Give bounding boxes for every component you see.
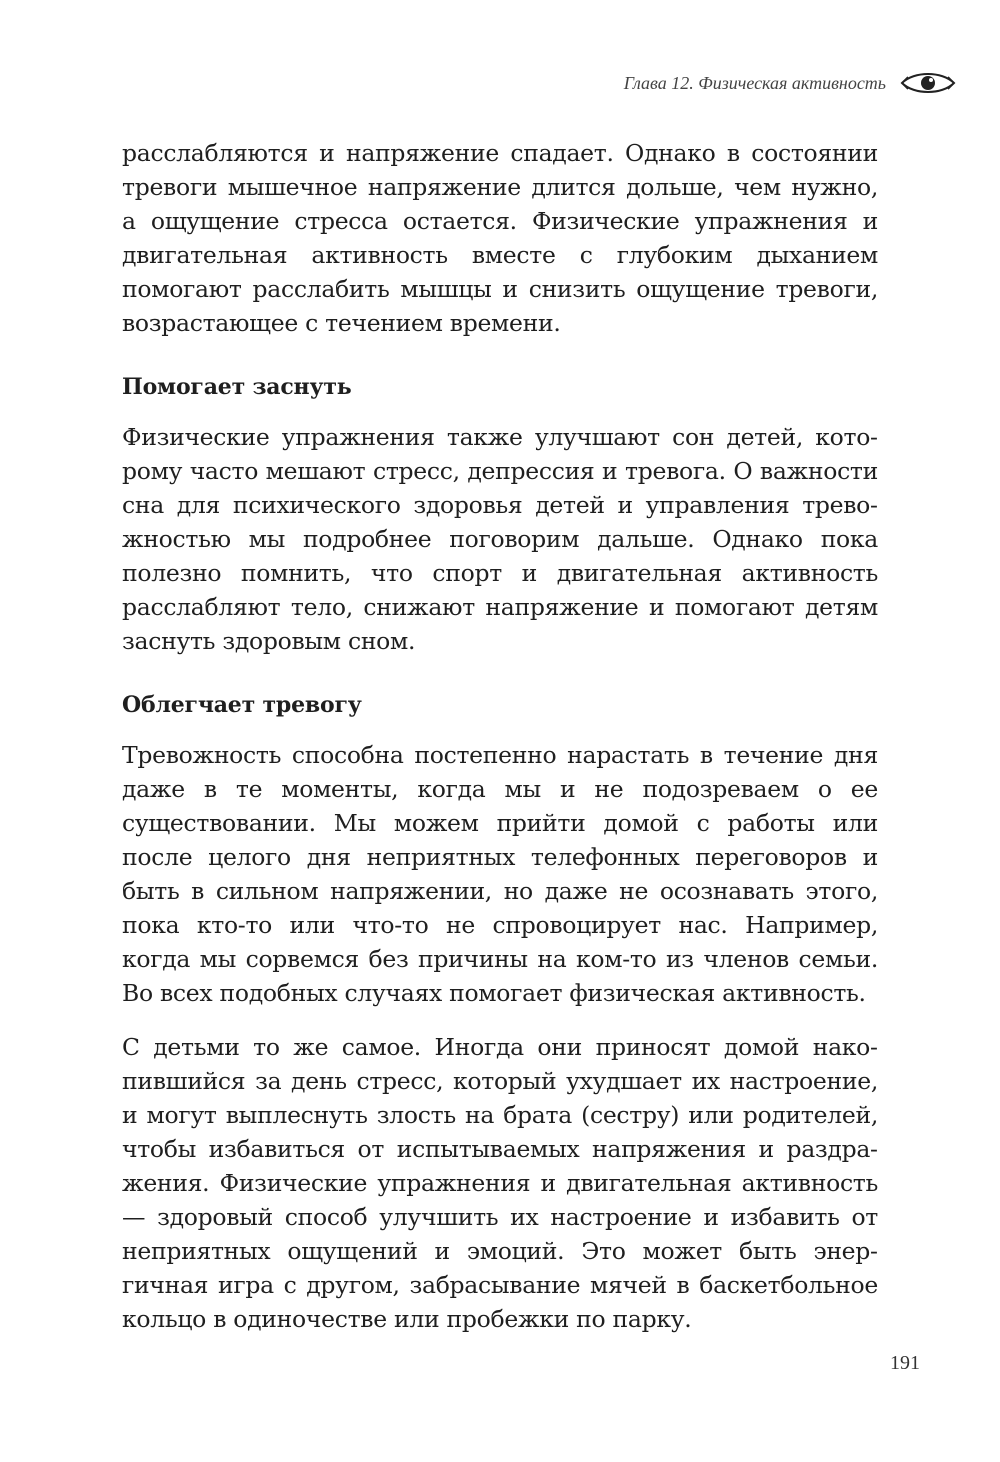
intro-paragraph: расслабляются и напряжение спадает. Однако в состоянии тревоги мышечное напряжение длится дольше, чем нужно, а ощущение стресса остается. Физические упражнения и двигательная активность вместе с глубоким дыханием помогают расслабить мышцы и снизить ощущение тревоги, возрастающее с течением времени. bbox=[122, 139, 878, 337]
chapter-title: Глава 12. Физическая активность bbox=[623, 72, 886, 93]
eye-icon bbox=[900, 68, 956, 98]
paragraph-anxiety-1: Тревожность способна постепенно нарастать в течение дня даже в те моменты, когда мы и не подозреваем о ее существовании. Мы можем прийти домой с работы или после целого дня неприятных телефонных переговоров и быть в сильном напряжении, но даже не осознавать этого, пока кто-то или что-то не спровоцирует нас. Например, когда мы сорвемся без причины на ком-то из членов семьи. Во всех подобных случаях помогает физическая активность. bbox=[122, 741, 878, 1007]
heading-helps-sleep: Помогает заснуть bbox=[122, 374, 352, 400]
page-number: 191 bbox=[890, 1352, 920, 1374]
paragraph-helps-sleep: Физические упражнения также улучшают сон детей, которому часто мешают стресс, депрессия и тревога. О важности сна для психического здоровья детей и управления тревожностью мы подробнее поговорим дальше. Однако пока полезно помнить, что спорт и двигательная активность расслабляют тело, снижают напряжение и помогают детям заснуть здоровым сном. bbox=[122, 423, 878, 655]
paragraph-anxiety-2: С детьми то же самое. Иногда они приносят домой накопившийся за день стресс, который ухудшает их настроение, и могут выплеснуть злость на брата (сестру) или родителей, чтобы избавиться от испытываемых напряжения и раздражения. Физические упражнения и двигательная активность — здоровый способ улучшить их настроение и избавить от неприятных ощущений и эмоций. Это может быть энергичная игра с другом, забрасывание мячей в баскетбольное кольцо в одиночестве или пробежки по парку. bbox=[122, 1033, 878, 1333]
heading-relieves-anxiety: Облегчает тревогу bbox=[122, 692, 362, 718]
running-header bbox=[624, 68, 956, 98]
page-body bbox=[122, 136, 878, 1336]
